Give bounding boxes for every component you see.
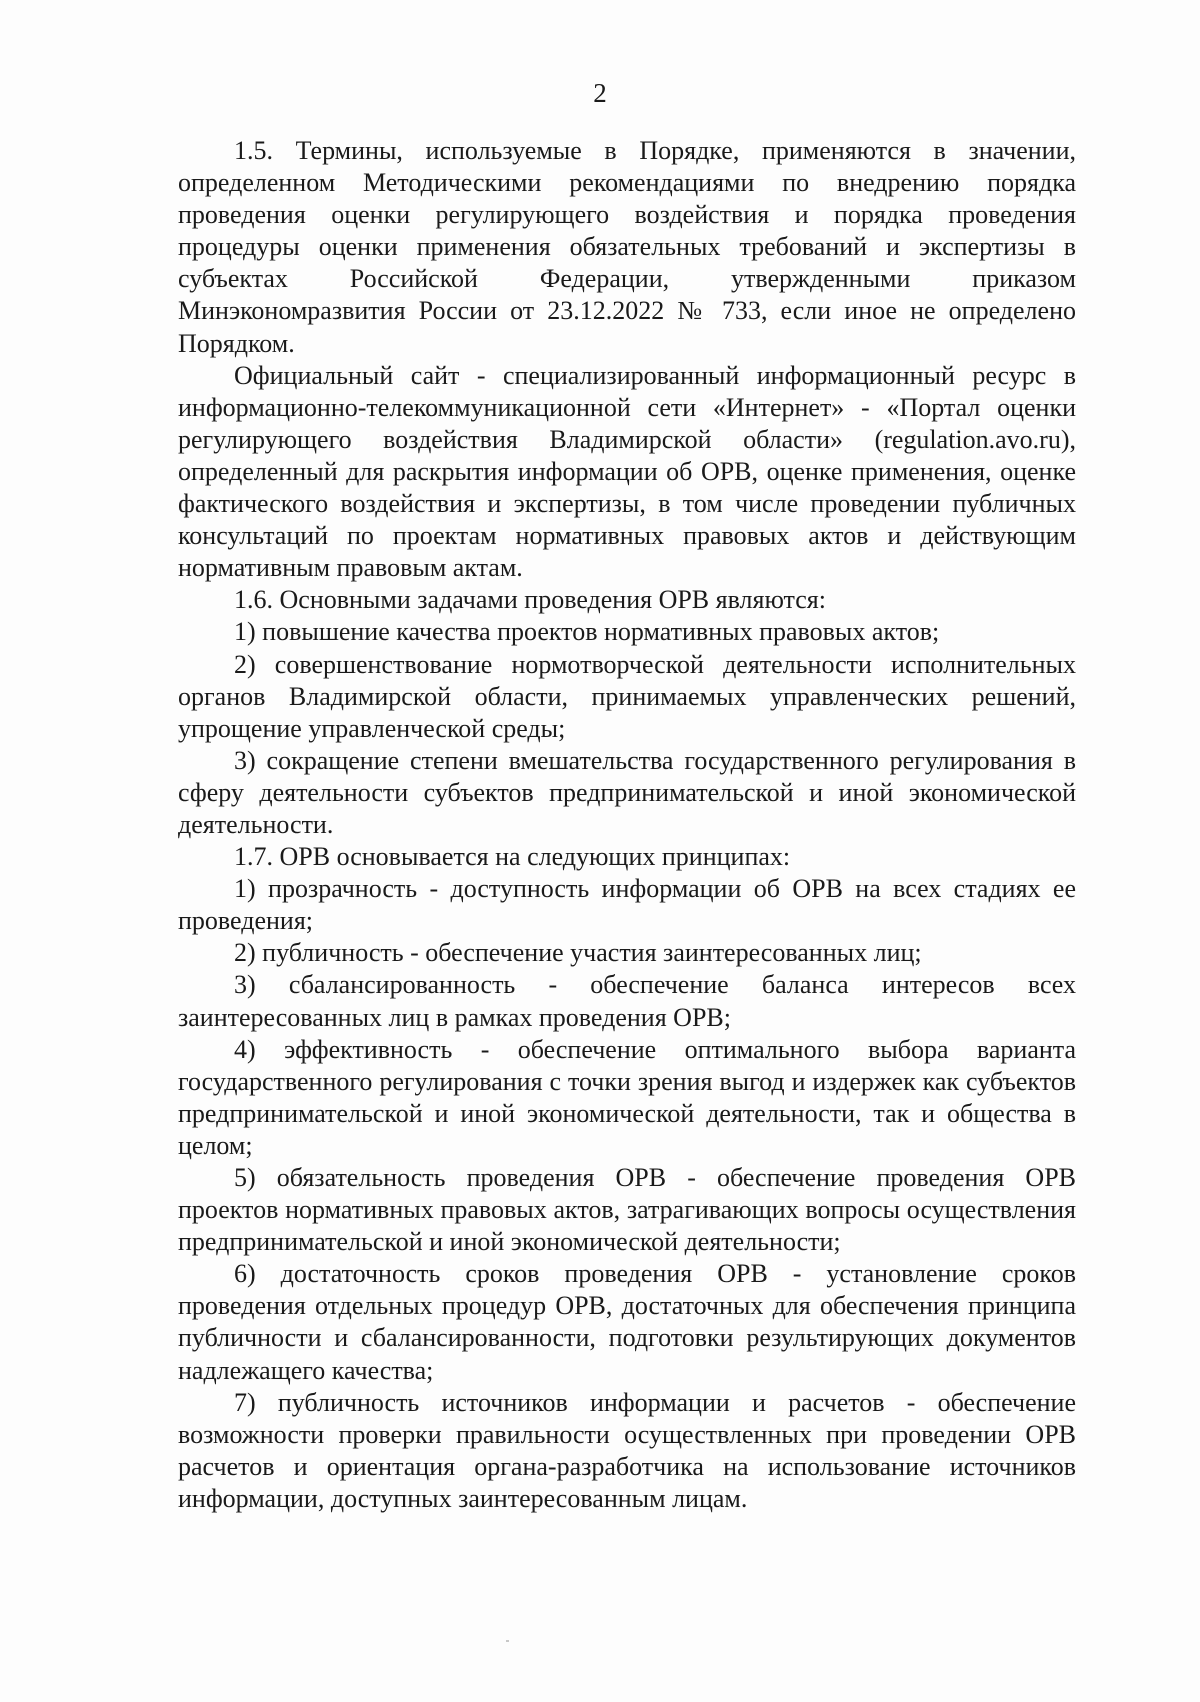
task-item-1: 1) повышение качества проектов нормативных правовых актов;: [234, 617, 940, 647]
paragraph-1-7-principles: 1.7. ОРВ основывается на следующих принципах:: [234, 842, 791, 872]
paragraph-official-site: Официальный сайт - специализированный информационный ресурс в информационно-телекоммуникационной сети «Интернет» - «Портал оценки регулирующего воздействия Владимирской области» (regulation.avo.ru), определенный для раскрытия информации об ОРВ, оценке применения, оценке фактического воздействия и экспертизы, в том числе проведении публичных консультаций по проектам нормативных правовых актов и действующим нормативным правовым актам.: [178, 360, 1076, 583]
principle-item-2: 2) публичность - обеспечение участия заинтересованных лиц;: [234, 938, 922, 968]
paragraph-1-5-terms: 1.5. Термины, используемые в Порядке, применяются в значении, определенном Методическими рекомендациями по внедрению порядка проведения оценки регулирующего воздействия и порядка проведения процедуры оценки применения обязательных требований и экспертизы в субъектах Российской Федерации, утвержденными приказом Минэкономразвития России от 23.12.2022 № 733, если иное не определено Порядком.: [178, 136, 1076, 358]
paragraph-1-6-tasks: 1.6. Основными задачами проведения ОРВ являются:: [234, 585, 826, 615]
task-item-2: 2) совершенствование нормотворческой деятельности исполнительных органов Владимирской области, принимаемых управленческих решений, упрощение управленческой среды;: [178, 649, 1076, 743]
page-number: 2: [593, 78, 607, 108]
task-item-3: 3) сокращение степени вмешательства государственного регулирования в сферу деятельности субъектов предпринимательской и иной экономической деятельности.: [178, 745, 1076, 839]
principle-item-4: 4) эффективность - обеспечение оптимального выбора варианта государственного регулирования с точки зрения выгод и издержек как субъектов предпринимательской и иной экономической деятельности, так и общества в целом;: [178, 1034, 1076, 1160]
principle-item-1: 1) прозрачность - доступность информации об ОРВ на всех стадиях ее проведения;: [178, 874, 1076, 936]
principle-item-3: 3) сбалансированность - обеспечение баланса интересов всех заинтересованных лиц в рамках проведения ОРВ;: [178, 970, 1076, 1032]
principle-item-5: 5) обязательность проведения ОРВ - обеспечение проведения ОРВ проектов нормативных правовых актов, затрагивающих вопросы осуществления предпринимательской и иной экономической деятельности;: [178, 1163, 1076, 1257]
principle-item-6: 6) достаточность сроков проведения ОРВ - установление сроков проведения отдельных процедур ОРВ, достаточных для обеспечения принципа публичности и сбалансированности, подготовки результирующих документов надлежащего качества;: [178, 1259, 1076, 1385]
principle-item-7: 7) публичность источников информации и расчетов - обеспечение возможности проверки правильности осуществленных при проведении ОРВ расчетов и ориентация органа-разработчика на использование источников информации, доступных заинтересованным лицам.: [178, 1387, 1076, 1513]
scan-artifact: [506, 1640, 509, 1642]
document-body: [178, 135, 1076, 1515]
